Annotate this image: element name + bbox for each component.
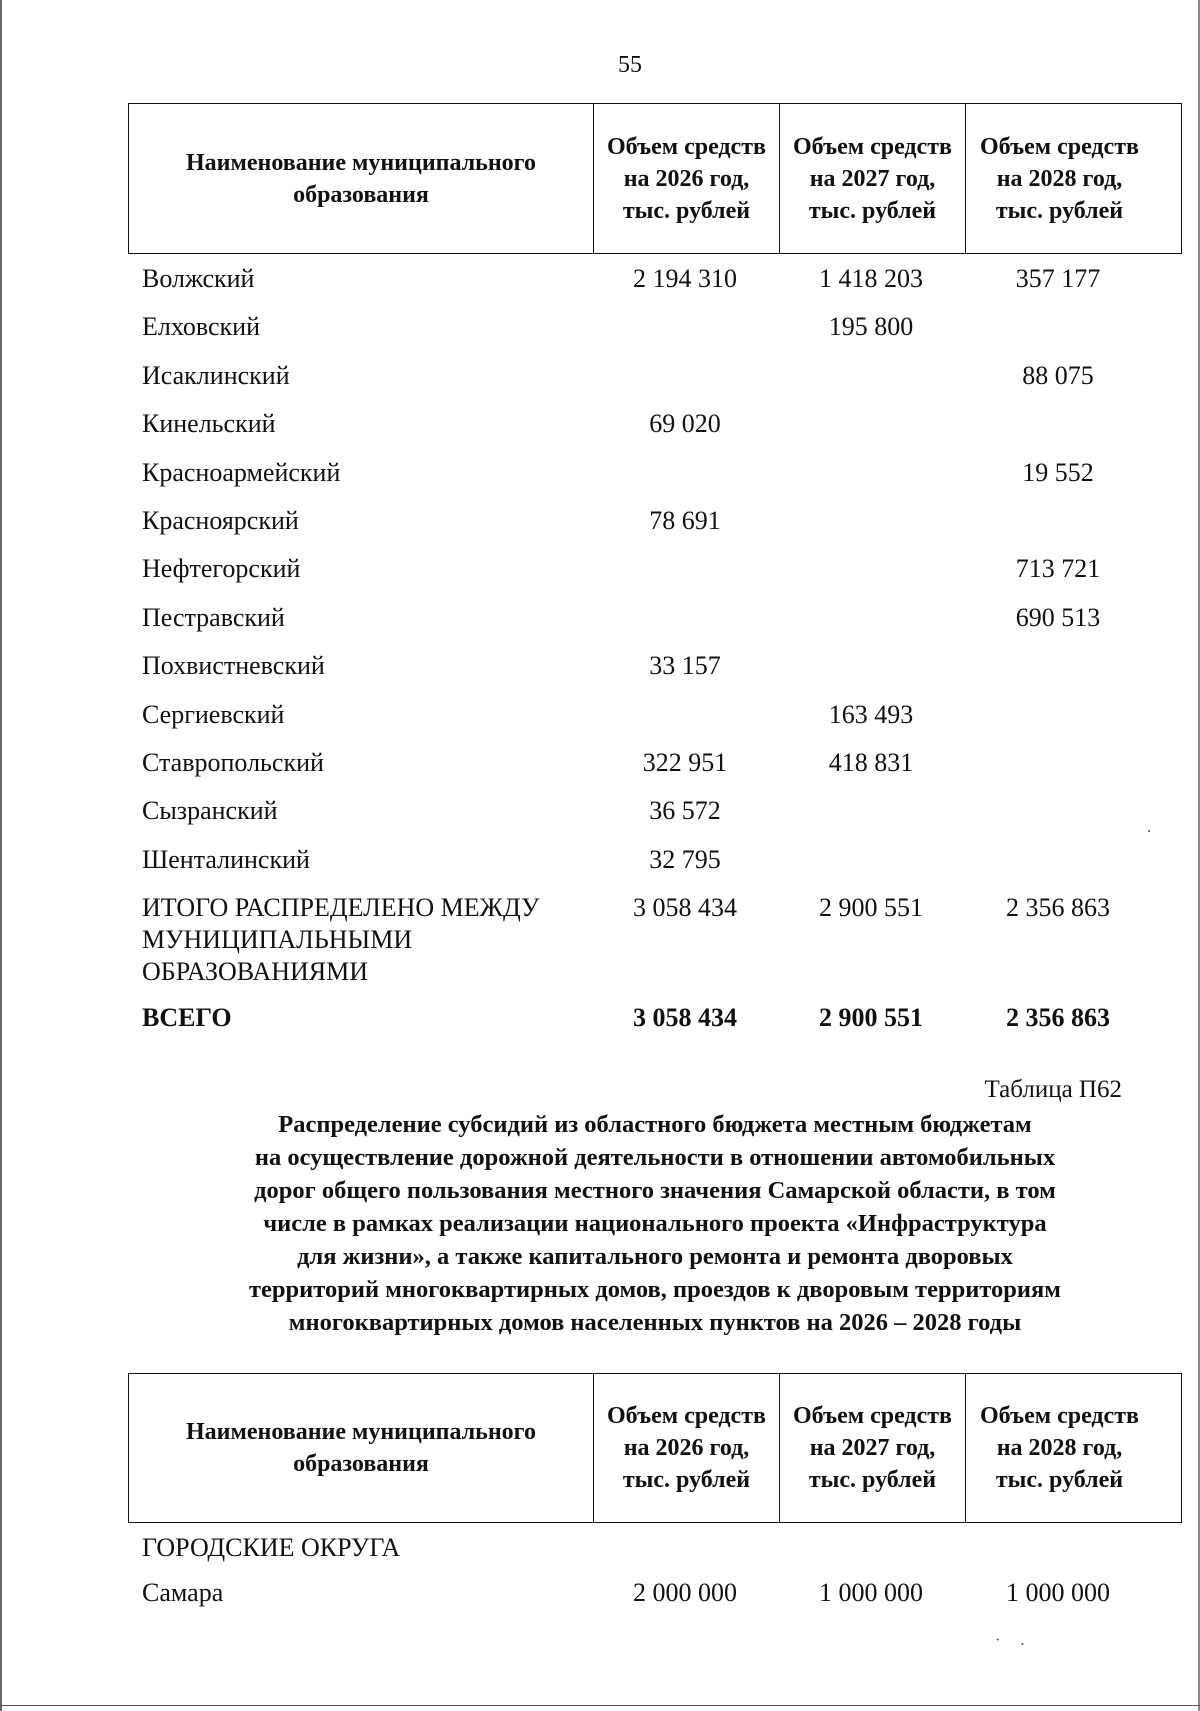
table2-header (128, 1373, 1182, 1523)
table1-header-2026: Объем средств на 2026 год, тыс. рублей (593, 104, 779, 253)
grand-total-2028: 2 356 863 (1006, 1003, 1110, 1033)
caption-line: для жизни», а также капитального ремонта и ремонта дворовых (297, 1243, 1013, 1270)
section-title: ГОРОДСКИЕ ОКРУГА (142, 1533, 401, 1562)
table-row (128, 453, 1182, 501)
row-value-2026: 78 691 (649, 505, 721, 535)
table2-body (128, 1528, 1182, 1621)
table-row (128, 743, 1182, 791)
table-row (128, 307, 1182, 355)
row-name: Кинельский (142, 409, 276, 439)
row-value-2027: 195 800 (828, 312, 914, 342)
table-row (128, 549, 1182, 597)
caption-line: территорий многоквартирных домов, проездов к дворовым территориям (249, 1276, 1061, 1303)
table-row (128, 404, 1182, 452)
table-row (128, 1573, 1182, 1621)
table2-header-2028: Объем средств на 2028 год, тыс. рублей (965, 1374, 1153, 1522)
scan-edge-left (0, 0, 2, 1711)
total-row-name-line: ОБРАЗОВАНИЯМИ (142, 957, 369, 987)
row-value-2027 (778, 501, 964, 549)
table-row (128, 501, 1182, 549)
row-value-2027 (778, 791, 964, 839)
empty-cell (592, 1528, 778, 1573)
table-row (128, 791, 1182, 839)
row-value-2027 (778, 453, 964, 501)
table1-header (128, 103, 1182, 254)
row-name: Красноармейский (142, 457, 341, 487)
row-value-2026: 69 020 (649, 409, 721, 439)
row-name: Нефтегорский (142, 554, 301, 584)
row-name: Сызранский (142, 796, 278, 826)
caption-line: Распределение субсидий из областного бюджета местным бюджетам (278, 1111, 1032, 1138)
row-value-2028 (964, 695, 1152, 743)
row-value-2026: 322 951 (642, 747, 728, 777)
row-value-2026: 2 000 000 (633, 1578, 737, 1607)
table-number-label: Таблица П62 (984, 1076, 1122, 1103)
row-name: Шенталинский (142, 844, 310, 874)
row-value-2027: 418 831 (828, 747, 914, 777)
row-value-2026 (592, 549, 778, 597)
row-value-2027: 1 418 203 (819, 264, 923, 293)
row-value-2028 (964, 501, 1152, 549)
row-name: Исаклинский (142, 360, 290, 390)
total-value-2028: 2 356 863 (1006, 893, 1110, 923)
table1-body (128, 259, 1182, 1046)
row-name: Волжский (142, 264, 255, 293)
row-name: Самара (142, 1578, 224, 1607)
row-value-2027: 163 493 (828, 699, 914, 729)
row-value-2028 (964, 646, 1152, 694)
row-value-2026 (592, 695, 778, 743)
table1-header-2027: Объем средств на 2027 год, тыс. рублей (779, 104, 965, 253)
table2-header-name: Наименование муниципального образования (186, 1419, 536, 1477)
table1-header-2028: Объем средств на 2028 год, тыс. рублей (965, 104, 1153, 253)
grand-total-row (128, 998, 1182, 1046)
empty-cell (778, 1528, 964, 1573)
total-value-2026: 3 058 434 (633, 893, 737, 923)
total-distributed-row (128, 888, 1182, 998)
row-value-2026: 33 157 (649, 651, 721, 681)
grand-total-2026: 3 058 434 (633, 1003, 737, 1033)
empty-cell (964, 1528, 1152, 1573)
total-row-name (128, 888, 592, 998)
row-value-2027: 1 000 000 (819, 1578, 923, 1607)
table1-header-name: Наименование муниципального образования (186, 149, 536, 208)
row-name: Красноярский (142, 505, 299, 535)
row-value-2027 (778, 549, 964, 597)
caption-line: дорог общего пользования местного значения Самарской области, в том (254, 1177, 1056, 1204)
row-value-2026: 32 795 (649, 844, 721, 874)
total-row-name-line: МУНИЦИПАЛЬНЫМИ (142, 925, 413, 955)
row-value-2026 (592, 307, 778, 355)
table-row (128, 840, 1182, 888)
table-row (128, 259, 1182, 307)
row-value-2028: 88 075 (1022, 360, 1094, 390)
table-row (128, 695, 1182, 743)
table2-caption (128, 1108, 1182, 1339)
scan-edge-bottom (0, 1705, 1200, 1706)
row-value-2027 (778, 598, 964, 646)
scan-specks: · . (995, 1632, 1025, 1649)
row-value-2026 (592, 453, 778, 501)
total-row-name-line: ИТОГО РАСПРЕДЕЛЕНО МЕЖДУ (142, 893, 540, 923)
table-row (128, 356, 1182, 404)
row-value-2028 (964, 791, 1152, 839)
grand-total-2027: 2 900 551 (819, 1003, 923, 1033)
row-value-2026: 36 572 (649, 796, 721, 826)
row-value-2028: 690 513 (1015, 602, 1101, 632)
row-value-2028: 19 552 (1022, 457, 1094, 487)
row-name: Ставропольский (142, 747, 324, 777)
row-value-2028: 713 721 (1015, 554, 1101, 584)
row-value-2028: 1 000 000 (1006, 1578, 1110, 1607)
row-value-2028 (964, 840, 1152, 888)
row-value-2027 (778, 356, 964, 404)
section-row (128, 1528, 1182, 1573)
row-value-2028 (964, 743, 1152, 791)
caption-line: на осуществление дорожной деятельности в отношении автомобильных (254, 1144, 1056, 1171)
grand-total-label: ВСЕГО (142, 1003, 232, 1033)
row-value-2027 (778, 646, 964, 694)
row-value-2028 (964, 404, 1152, 452)
row-name: Елховский (142, 312, 260, 342)
caption-line: многоквартирных домов населенных пунктов на 2026 – 2028 годы (288, 1309, 1022, 1336)
total-value-2027: 2 900 551 (819, 893, 923, 923)
table2-header-2027: Объем средств на 2027 год, тыс. рублей (779, 1374, 965, 1522)
row-name: Пестравский (142, 602, 285, 632)
row-value-2026: 2 194 310 (633, 264, 737, 293)
page-number: 55 (618, 52, 642, 78)
row-value-2027 (778, 840, 964, 888)
caption-line: числе в рамках реализации национального проекта «Инфраструктура (263, 1210, 1047, 1237)
row-value-2026 (592, 356, 778, 404)
row-value-2028 (964, 307, 1152, 355)
row-name: Сергиевский (142, 699, 285, 729)
table-row (128, 646, 1182, 694)
row-value-2027 (778, 404, 964, 452)
table2-header-2026: Объем средств на 2026 год, тыс. рублей (593, 1374, 779, 1522)
row-value-2028: 357 177 (1015, 264, 1101, 293)
row-value-2026 (592, 598, 778, 646)
table-row (128, 598, 1182, 646)
row-name: Похвистневский (142, 651, 325, 681)
